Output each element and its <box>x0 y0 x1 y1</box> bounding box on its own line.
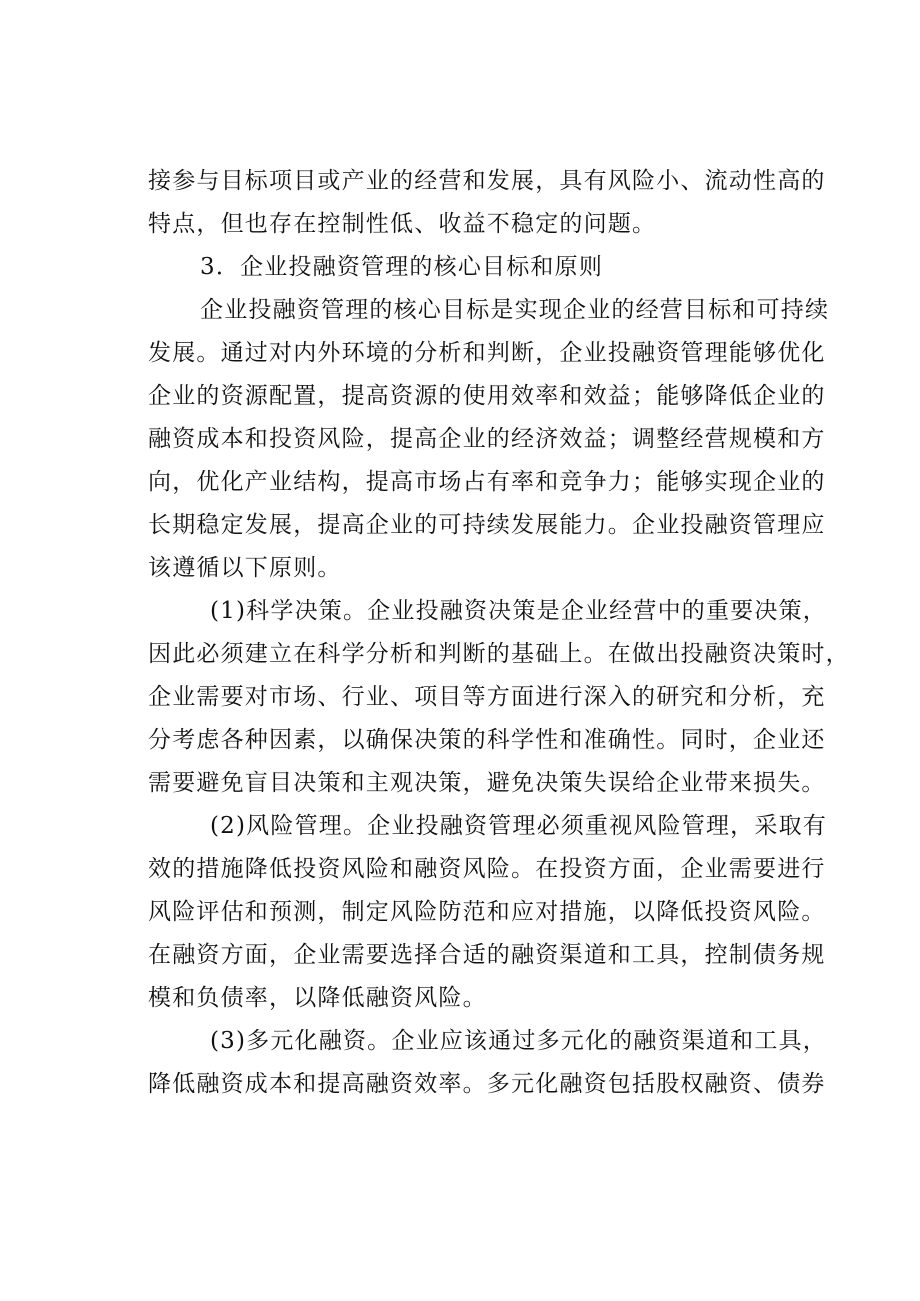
principle-item-1: (1)科学决策。企业投融资决策是企业经营中的重要决策， <box>210 598 827 624</box>
body-text-line: 企业需要对市场、行业、项目等方面进行深入的研究和分析，充 <box>148 684 826 710</box>
body-text-line: 长期稳定发展，提高企业的可持续发展能力。企业投融资管理应 <box>148 512 826 538</box>
principle-item-3: (3)多元化融资。企业应该通过多元化的融资渠道和工具， <box>210 1028 827 1054</box>
body-text-line: 该遵循以下原则。 <box>148 555 342 581</box>
body-text-line: 特点，但也存在控制性低、收益不稳定的问题。 <box>148 211 657 237</box>
body-text-line: 分考虑各种因素，以确保决策的科学性和准确性。同时，企业还 <box>148 727 826 753</box>
body-text-line: 企业投融资管理的核心目标是实现企业的经营目标和可持续 <box>200 297 830 323</box>
body-text-line: 发展。通过对内外环境的分析和判断，企业投融资管理能够优化 <box>148 340 826 366</box>
body-text-line: 因此必须建立在科学分析和判断的基础上。在做出投融资决策时， <box>148 641 850 667</box>
body-text-line: 向，优化产业结构，提高市场占有率和竞争力；能够实现企业的 <box>148 469 826 495</box>
body-text-line: 风险评估和预测，制定风险防范和应对措施，以降低投资风险。 <box>148 899 826 925</box>
principle-item-2: (2)风险管理。企业投融资管理必须重视风险管理，采取有 <box>210 813 827 839</box>
body-text-line: 模和负债率，以降低融资风险。 <box>148 985 487 1011</box>
section-heading: 3．企业投融资管理的核心目标和原则 <box>200 254 604 280</box>
body-text-line: 接参与目标项目或产业的经营和发展，具有风险小、流动性高的 <box>148 168 826 194</box>
body-text-line: 企业的资源配置，提高资源的使用效率和效益；能够降低企业的 <box>148 383 826 409</box>
body-text-line: 需要避免盲目决策和主观决策，避免决策失误给企业带来损失。 <box>148 770 826 796</box>
body-text-line: 效的措施降低投资风险和融资风险。在投资方面，企业需要进行 <box>148 856 826 882</box>
body-text-line: 在融资方面，企业需要选择合适的融资渠道和工具，控制债务规 <box>148 942 826 968</box>
body-text-line: 降低融资成本和提高融资效率。多元化融资包括股权融资、债券 <box>148 1071 826 1097</box>
body-text-line: 融资成本和投资风险，提高企业的经济效益；调整经营规模和方 <box>148 426 826 452</box>
